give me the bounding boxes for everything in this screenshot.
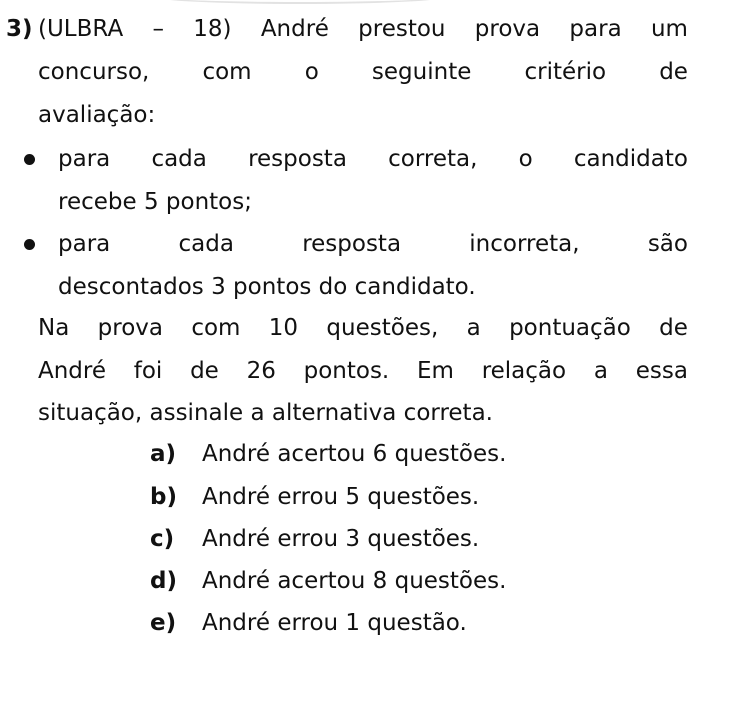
bullet-word: cada [151, 146, 207, 172]
body-word: com [191, 315, 241, 341]
option-letter: e) [150, 610, 177, 636]
body-line-2 [38, 356, 688, 386]
bullet-1-line-2: recebe 5 pontos; [58, 189, 252, 215]
bullet-word: incorreta, [469, 231, 580, 257]
bullet-dot [24, 154, 35, 165]
body-word: foi [133, 358, 163, 384]
body-line-3: situação, assinale a alternativa correta. [38, 400, 493, 426]
option-text: André acertou 8 questões. [202, 568, 507, 594]
intro-word: um [650, 16, 688, 42]
option-letter: b) [150, 484, 177, 510]
intro-word: 18) [193, 16, 232, 42]
intro-word: critério [524, 59, 607, 85]
body-word: a [593, 358, 608, 384]
body-word: André [38, 358, 107, 384]
body-word: Em [417, 358, 454, 384]
option-c [150, 524, 479, 554]
body-word: pontos. [303, 358, 390, 384]
body-word: 26 [246, 358, 276, 384]
bullet-word: correta, [388, 146, 478, 172]
intro-word: prestou [358, 16, 446, 42]
option-letter: a) [150, 441, 177, 467]
body-word: pontuação [509, 315, 631, 341]
bullet-word: para [58, 146, 111, 172]
option-text: André errou 1 questão. [202, 610, 467, 636]
option-text: André errou 3 questões. [202, 526, 480, 552]
bullet-word: candidato [573, 146, 688, 172]
intro-line-3: avaliação: [38, 102, 156, 128]
option-b [150, 482, 479, 512]
intro-line-2 [38, 57, 688, 87]
option-letter: c) [150, 526, 175, 552]
question-number: 3) [6, 16, 33, 42]
bullet-word: para [58, 231, 111, 257]
option-letter: d) [150, 568, 177, 594]
bullet-word: são [647, 231, 688, 257]
option-e [150, 608, 467, 638]
intro-word: (ULBRA [38, 16, 124, 42]
intro-word: o [304, 59, 319, 85]
intro-word: de [659, 59, 688, 85]
bullet-word: resposta [248, 146, 347, 172]
bullet-2-line-2: descontados 3 pontos do candidato. [58, 274, 476, 300]
bullet-dot [24, 239, 35, 250]
intro-word: com [202, 59, 252, 85]
bullet-word: cada [178, 231, 234, 257]
option-text: André acertou 6 questões. [202, 441, 507, 467]
option-a [150, 439, 506, 469]
body-word: de [190, 358, 219, 384]
intro-word: concurso, [38, 59, 150, 85]
intro-line-1 [38, 14, 688, 44]
bullet-word: resposta [302, 231, 402, 257]
body-word: essa [635, 358, 688, 384]
intro-word: André [260, 16, 329, 42]
intro-word: prova [474, 16, 541, 42]
intro-word: para [569, 16, 622, 42]
scan-edge-artifact [150, 0, 450, 4]
bullet-2-line-1 [58, 229, 688, 259]
option-d [150, 566, 506, 596]
body-word: a [466, 315, 481, 341]
bullet-1-line-1 [58, 144, 688, 174]
body-word: prova [97, 315, 163, 341]
intro-word: – [152, 16, 164, 42]
option-text: André errou 5 questões. [202, 484, 480, 510]
body-word: questões, [326, 315, 439, 341]
body-word: relação [481, 358, 567, 384]
bullet-word: o [518, 146, 533, 172]
body-word: de [659, 315, 688, 341]
body-line-1 [38, 313, 688, 343]
intro-word: seguinte [371, 59, 472, 85]
body-word: Na [38, 315, 70, 341]
body-word: 10 [268, 315, 299, 341]
